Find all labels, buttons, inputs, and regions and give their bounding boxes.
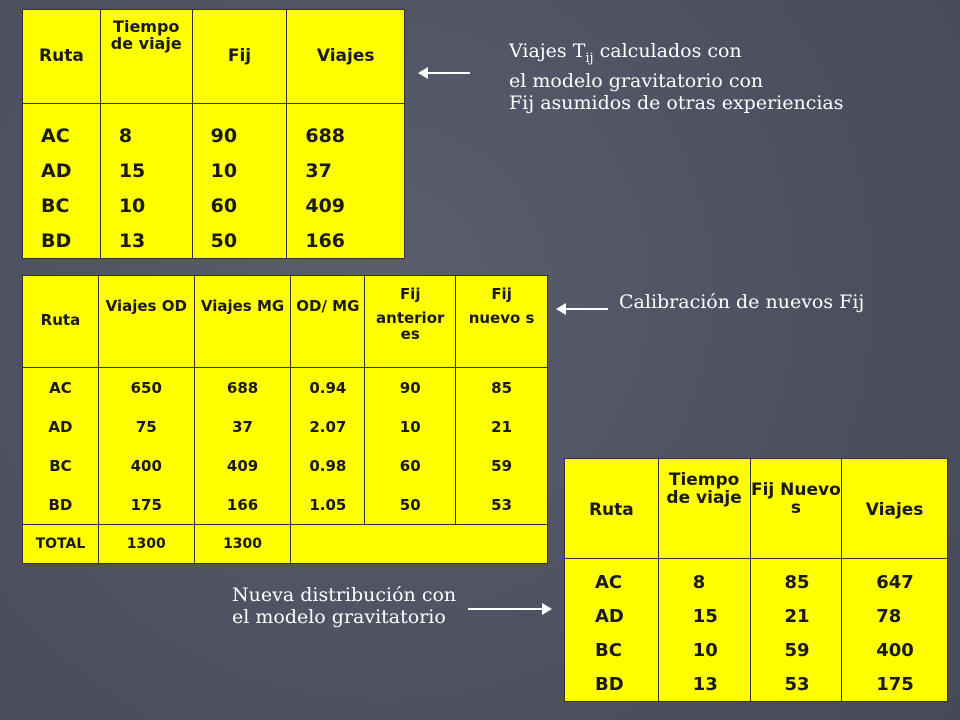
header-fij-nuevos: Fij Nuevo s: [750, 459, 842, 559]
table-row: [565, 667, 948, 702]
table-row: [23, 188, 405, 223]
note-gravity-model: [509, 40, 844, 114]
header-fij-label: Fij: [491, 285, 512, 303]
note1-line2: el modelo gravitatorio con: [509, 69, 764, 92]
header-ruta: Ruta: [23, 10, 101, 104]
cell-viajes: 688: [287, 104, 405, 154]
cell-ruta: BC: [23, 446, 99, 485]
note3-line1: Nueva distribución con: [232, 584, 457, 606]
note1-line1-rest: calculados con: [593, 40, 742, 62]
cell-viajes: 78: [842, 599, 948, 633]
cell-fij: 59: [750, 633, 842, 667]
cell-ruta: AD: [23, 153, 101, 188]
cell-fij: 90: [192, 104, 287, 154]
cell-fij-nuevos: 59: [456, 446, 548, 485]
cell-viajes: 647: [842, 559, 948, 600]
header-viajes-od: Viajes OD: [98, 276, 194, 368]
cell-viajes-od: 175: [98, 485, 194, 525]
gravity-model-trips-table: [22, 9, 405, 259]
cell-od-mg: 0.94: [291, 368, 365, 408]
cell-tiempo: 8: [658, 559, 750, 600]
cell-ruta: BD: [23, 223, 101, 259]
table-row: [23, 485, 548, 525]
header-viajes: Viajes: [287, 10, 405, 104]
cell-viajes: 400: [842, 633, 948, 667]
cell-ruta: BD: [565, 667, 659, 702]
cell-viajes-od: 75: [98, 407, 194, 446]
table-row: [23, 223, 405, 259]
cell-ruta: AC: [565, 559, 659, 600]
table-row: [565, 559, 948, 600]
header-fij: Fij: [192, 10, 287, 104]
cell-fij-anteriores: 60: [365, 446, 456, 485]
left-arrow-icon: [428, 72, 470, 74]
cell-tiempo: 15: [100, 153, 192, 188]
cell-viajes: 37: [287, 153, 405, 188]
cell-total-od: 1300: [98, 525, 194, 564]
left-arrow-icon: [566, 308, 608, 310]
cell-viajes-od: 400: [98, 446, 194, 485]
cell-viajes: 409: [287, 188, 405, 223]
header-fij-nuevos: [456, 276, 548, 368]
calibration-table: [22, 275, 548, 564]
cell-ruta: BC: [23, 188, 101, 223]
cell-viajes: 166: [287, 223, 405, 259]
header-ruta: Ruta: [565, 459, 659, 559]
note1-line3: Fij asumidos de otras experiencias: [509, 91, 844, 114]
header-od-mg: OD/ MG: [291, 276, 365, 368]
cell-ruta: AD: [565, 599, 659, 633]
header-fij-label: Fij: [399, 285, 421, 303]
note-calibration: Calibración de nuevos Fij: [619, 291, 865, 313]
note1-subscript: ij: [585, 50, 594, 66]
table-row: [565, 599, 948, 633]
cell-fij: 10: [192, 153, 287, 188]
new-distribution-table: [564, 458, 948, 702]
total-row: [23, 525, 548, 564]
cell-tiempo: 10: [100, 188, 192, 223]
note1-line1-text: Viajes T: [509, 40, 586, 62]
cell-ruta: AC: [23, 368, 99, 408]
cell-ruta: BC: [565, 633, 659, 667]
cell-empty: [291, 525, 548, 564]
cell-od-mg: 2.07: [291, 407, 365, 446]
cell-tiempo: 15: [658, 599, 750, 633]
header-fij-anteriores: [365, 276, 456, 368]
table-row: [23, 368, 548, 408]
cell-od-mg: 1.05: [291, 485, 365, 525]
cell-viajes-mg: 37: [194, 407, 291, 446]
cell-tiempo: 13: [658, 667, 750, 702]
cell-tiempo: 13: [100, 223, 192, 259]
cell-viajes-od: 650: [98, 368, 194, 408]
cell-viajes-mg: 166: [194, 485, 291, 525]
header-viajes-mg: Viajes MG: [194, 276, 291, 368]
table-row: [23, 153, 405, 188]
right-arrow-icon: [468, 608, 542, 610]
cell-fij-nuevos: 21: [456, 407, 548, 446]
cell-viajes: 175: [842, 667, 948, 702]
cell-od-mg: 0.98: [291, 446, 365, 485]
cell-total-label: TOTAL: [23, 525, 99, 564]
cell-ruta: AD: [23, 407, 99, 446]
table-row: [23, 407, 548, 446]
cell-fij-anteriores: 10: [365, 407, 456, 446]
cell-fij: 53: [750, 667, 842, 702]
header-anteriores-label: anterior es: [376, 309, 445, 343]
cell-ruta: AC: [23, 104, 101, 154]
table-row: [23, 104, 405, 154]
cell-fij: 50: [192, 223, 287, 259]
note3-line2: el modelo gravitatorio: [232, 606, 446, 628]
cell-fij: 85: [750, 559, 842, 600]
cell-total-mg: 1300: [194, 525, 291, 564]
cell-tiempo: 10: [658, 633, 750, 667]
cell-fij-anteriores: 90: [365, 368, 456, 408]
cell-ruta: BD: [23, 485, 99, 525]
cell-viajes-mg: 688: [194, 368, 291, 408]
cell-fij-nuevos: 85: [456, 368, 548, 408]
header-nuevos-label: nuevo s: [468, 309, 535, 327]
cell-fij-anteriores: 50: [365, 485, 456, 525]
note-new-distribution: [232, 584, 456, 628]
table-row: [23, 446, 548, 485]
header-tiempo-de-viaje: Tiempo de viaje: [100, 10, 192, 104]
cell-fij: 21: [750, 599, 842, 633]
cell-fij-nuevos: 53: [456, 485, 548, 525]
header-tiempo-de-viaje: Tiempo de viaje: [658, 459, 750, 559]
cell-fij: 60: [192, 188, 287, 223]
cell-viajes-mg: 409: [194, 446, 291, 485]
header-ruta: Ruta: [23, 276, 99, 368]
header-viajes: Viajes: [842, 459, 948, 559]
table-row: [565, 633, 948, 667]
cell-tiempo: 8: [100, 104, 192, 154]
